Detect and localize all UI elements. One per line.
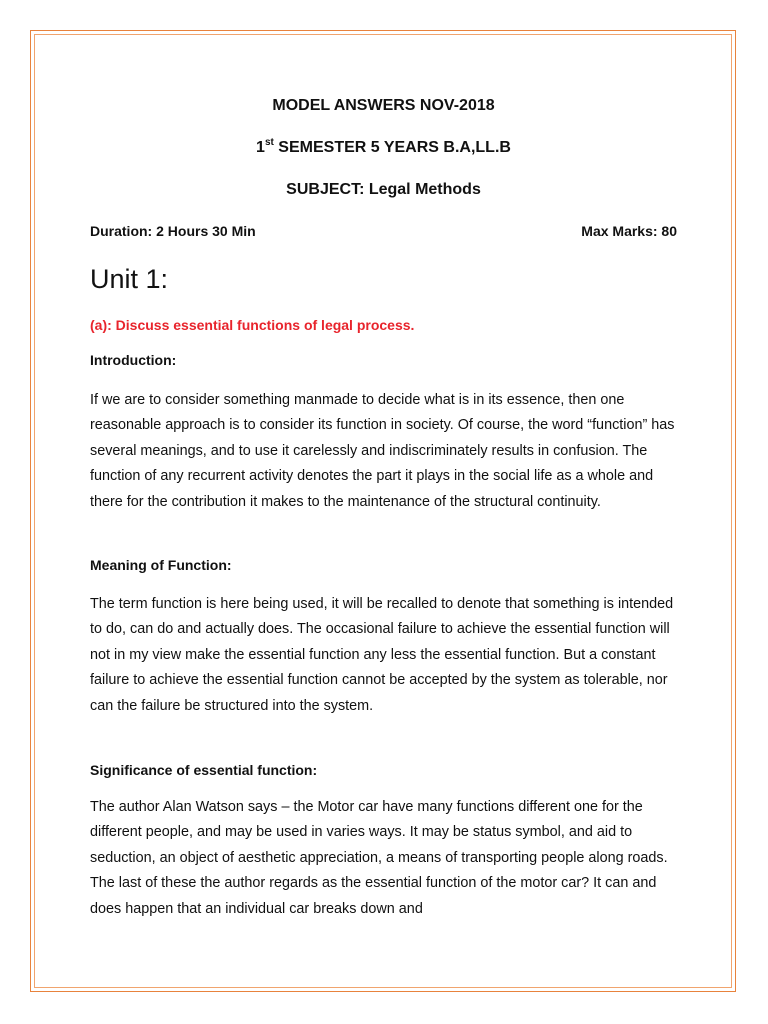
- unit-heading: Unit 1:: [90, 264, 169, 294]
- subject-line: SUBJECT: Legal Methods: [286, 181, 481, 198]
- max-marks-label: Max Marks: 80: [581, 223, 677, 239]
- section-heading-introduction: Introduction:: [90, 352, 177, 368]
- question-text: (a): Discuss essential functions of legal process.: [90, 317, 415, 333]
- duration-label: Duration: 2 Hours 30 Min: [90, 223, 256, 239]
- section-heading-meaning: Meaning of Function:: [90, 557, 232, 573]
- document-title: MODEL ANSWERS NOV-2018: [272, 97, 495, 114]
- section-paragraph-introduction: If we are to consider something manmade to decide what is in its essence, then one reasonable approach is to consider its function in society. Of course, the word “function” has several meanings, and to use it carelessly and indiscriminately results in confusion. The function of any recurrent activity denotes the part it plays in the social life as a whole and there for the contribution it makes to the maintenance of the structural continuity.: [90, 392, 675, 510]
- section-paragraph-significance: The author Alan Watson says – the Motor car have many functions different one for the different people, and may be used in varies ways. It may be status symbol, and aid to seduction, an object of aesthetic appreciation, a means of transporting people along roads. The last of these the author regards as the essential function of the motor car? It can and does happen that an individual car breaks down and: [90, 799, 668, 917]
- semester-ordinal: st: [264, 137, 274, 148]
- exam-meta-row: [90, 222, 677, 240]
- semester-number: 1: [256, 139, 265, 156]
- section-paragraph-meaning: The term function is here being used, it will be recalled to denote that something is intended to do, can do and actually does. The occasional failure to achieve the essential function will not in my view make the essential function any less the essential function. But a constant failure to achieve the essential function cannot be accepted by the system as tolerable, nor can the failure be structured into the system.: [90, 596, 674, 714]
- document-body: [90, 90, 677, 950]
- section-heading-significance: Significance of essential function:: [90, 762, 318, 778]
- semester-line: [90, 137, 677, 159]
- semester-text: SEMESTER 5 YEARS B.A,LL.B: [273, 139, 511, 156]
